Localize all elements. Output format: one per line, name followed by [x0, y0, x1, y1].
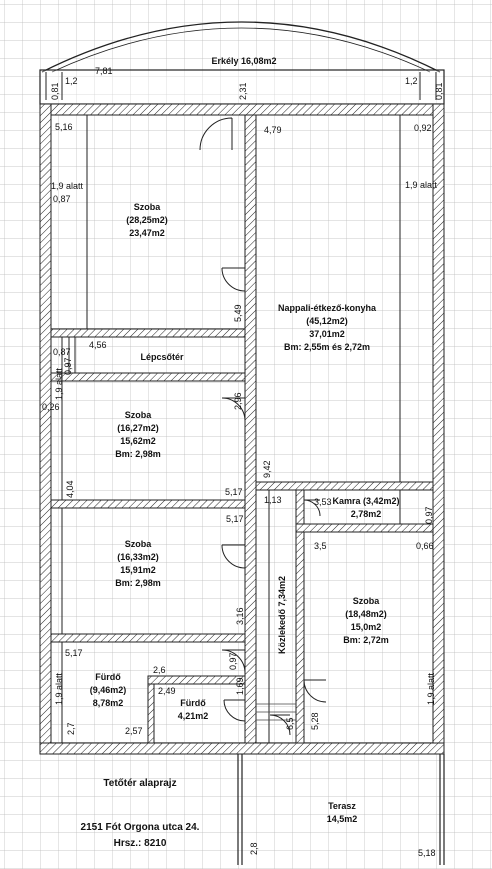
room-net-area: 23,47m2 — [129, 228, 165, 238]
room-name: Terasz — [328, 801, 356, 811]
dim-label: 5,28 — [310, 712, 320, 730]
dim-label: 0,26 — [42, 402, 60, 412]
dim-label: 5,18 — [418, 848, 436, 858]
address: 2151 Fót Orgona utca 24. — [80, 822, 200, 833]
room-net-area: 4,21m2 — [177, 711, 209, 721]
dim-label: 6,5 — [285, 717, 295, 730]
dim-label: 5,16 — [55, 122, 73, 132]
room-name: Fürdő — [95, 672, 121, 682]
dim-label: 0,97 — [228, 652, 238, 670]
dim-label: 9,42 — [262, 460, 272, 478]
room-net-area: 37,01m2 — [309, 329, 345, 339]
room-height: Bm: 2,55m és 2,72m — [283, 342, 371, 352]
room-net-area: 14,5m2 — [326, 814, 358, 824]
dim-label: 7,81 — [95, 66, 113, 76]
room-name: Szoba — [352, 596, 380, 606]
dim-label: 2,8 — [249, 842, 259, 855]
room-lepcsoter: Lépcsőtér — [140, 352, 184, 362]
room-name: Kamra (3,42m2) — [332, 496, 400, 506]
dim-label: 1,9 alatt — [54, 367, 64, 400]
room-height: Bm: 2,98m — [115, 449, 161, 459]
dim-label: 1,9 alatt — [51, 181, 84, 191]
room-net-area: 15,91m2 — [120, 565, 156, 575]
dim-label: 0,97 — [63, 357, 73, 375]
room-kozlekedo: Közlekedő 7,34m2 — [277, 575, 287, 655]
dim-label: 2,6 — [153, 665, 166, 675]
room-name: Fürdő — [180, 698, 206, 708]
room-gross-area: (45,12m2) — [306, 316, 348, 326]
dim-label: 5,17 — [225, 487, 243, 497]
dim-label: 1,69 — [235, 677, 245, 695]
room-net-area: 15,0m2 — [350, 622, 382, 632]
room-height: Bm: 2,98m — [115, 578, 161, 588]
dim-label: 1,13 — [264, 495, 282, 505]
room-name: Szoba — [133, 202, 161, 212]
dim-label: 2,7 — [66, 722, 76, 735]
dim-label: 0,92 — [414, 123, 432, 133]
dim-label: 4,56 — [89, 340, 107, 350]
room-name: Szoba — [124, 410, 152, 420]
room-gross-area: (16,33m2) — [117, 552, 159, 562]
dim-label: 0,87 — [53, 194, 71, 204]
dim-label: 1,9 alatt — [405, 180, 438, 190]
dim-label: 0,81 — [434, 82, 444, 100]
dim-label: 5,17 — [65, 648, 83, 658]
dim-label: 0,87 — [53, 347, 71, 357]
dim-label: 2,96 — [233, 392, 243, 410]
room-name: Nappali-étkező-konyha — [277, 303, 377, 313]
dim-label: 1,9 alatt — [54, 672, 64, 705]
dim-label: 1,9 alatt — [426, 672, 436, 705]
dim-label: 3,53 — [314, 497, 332, 507]
dim-label: 0,81 — [50, 82, 60, 100]
dim-label: 2,49 — [158, 686, 176, 696]
room-gross-area: (9,46m2) — [89, 685, 127, 695]
dim-label: 4,04 — [65, 480, 75, 498]
dim-label: 1,2 — [405, 76, 418, 86]
room-gross-area: (16,27m2) — [117, 423, 159, 433]
dim-label: 5,49 — [233, 304, 243, 322]
dim-label: 0,97 — [424, 506, 434, 524]
plan-title: Tetőtér alaprajz — [103, 778, 177, 789]
dim-label: 2,57 — [125, 726, 143, 736]
room-net-area: 2,78m2 — [350, 509, 382, 519]
dim-label: 1,2 — [65, 76, 78, 86]
balcony-label: Erkély 16,08m2 — [211, 56, 277, 66]
dim-label: 3,16 — [235, 607, 245, 625]
dim-label: 5,17 — [226, 514, 244, 524]
hrsz: Hrsz.: 8210 — [113, 838, 167, 849]
room-net-area: 15,62m2 — [120, 436, 156, 446]
room-height: Bm: 2,72m — [343, 635, 389, 645]
dim-label: 0,66 — [416, 541, 434, 551]
dim-label: 3,5 — [314, 541, 327, 551]
room-name: Szoba — [124, 539, 152, 549]
room-gross-area: (18,48m2) — [345, 609, 387, 619]
room-net-area: 8,78m2 — [92, 698, 124, 708]
room-gross-area: (28,25m2) — [126, 215, 168, 225]
dim-label: 4,79 — [264, 125, 282, 135]
dim-label: 2,31 — [238, 82, 248, 100]
